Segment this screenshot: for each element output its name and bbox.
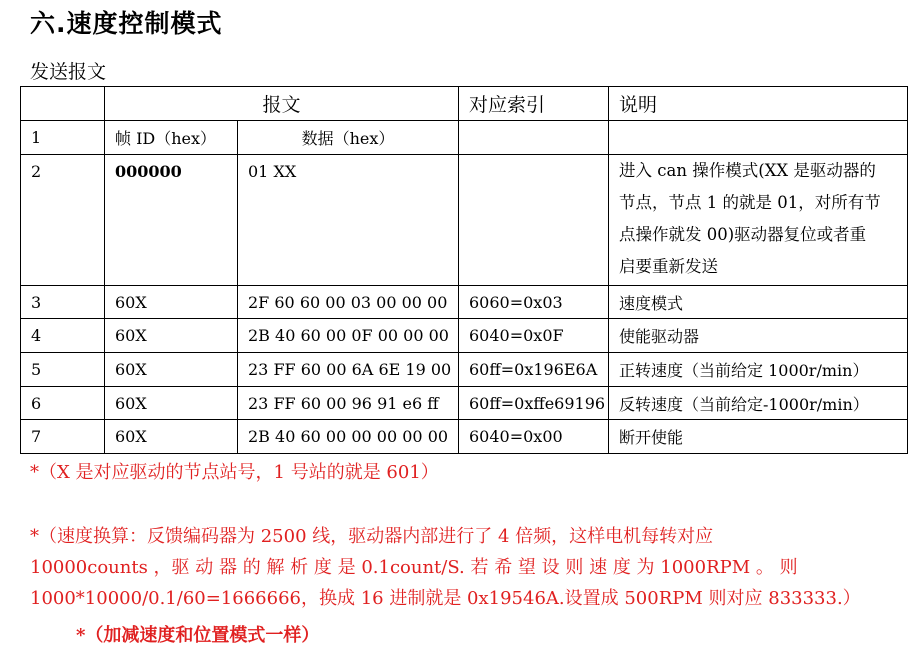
cell-index: 6040=0x00 [459, 420, 609, 454]
table-row [21, 286, 908, 319]
cell-index: 60ff=0xffe69196 [459, 387, 609, 420]
cell-frame-id: 60X [105, 353, 238, 387]
table-row [21, 353, 908, 387]
cell-data: 23 FF 60 00 96 91 e6 ff [238, 387, 459, 420]
header-cell-description: 说明 [609, 87, 908, 121]
cell-data-header: 数据（hex） [238, 121, 459, 155]
cell-frame-id-header: 帧 ID（hex） [105, 121, 238, 155]
header-cell-blank [21, 87, 105, 121]
table-subheader-row [21, 121, 908, 155]
cell-row-number: 7 [21, 420, 105, 454]
note-line: 1000*10000/0.1/60=1666666，换成 16 进制就是 0x19546A.设置成 500RPM 则对应 833333.） [30, 588, 861, 609]
cell-description [609, 121, 908, 155]
cell-row-number: 5 [21, 353, 105, 387]
cell-index [459, 155, 609, 286]
note-line: 10000counts ，驱 动 器 的 解 析 度 是 0.1count/S. 若 希 望 设 则 速 度 为 1000RPM 。 则 [30, 557, 798, 578]
cell-data: 2F 60 60 00 03 00 00 00 [238, 286, 459, 319]
table-row [21, 387, 908, 420]
cell-data: 23 FF 60 00 6A 6E 19 00 [238, 353, 459, 387]
cell-frame-id: 000000 [105, 155, 238, 286]
cell-row-number: 1 [21, 121, 105, 155]
header-cell-index: 对应索引 [459, 87, 609, 121]
cell-index: 6060=0x03 [459, 286, 609, 319]
cell-index [459, 121, 609, 155]
cell-data: 2B 40 60 00 0F 00 00 00 [238, 319, 459, 353]
note-accel-decel: *（加减速度和位置模式一样） [76, 625, 320, 646]
cell-index: 6040=0x0F [459, 319, 609, 353]
note-line: *（速度换算：反馈编码器为 2500 线，驱动器内部进行了 4 倍频，这样电机每转对应 [30, 526, 714, 547]
table-row [21, 319, 908, 353]
table-row [21, 420, 908, 454]
page-title: 六.速度控制模式 [30, 9, 223, 38]
cell-data: 2B 40 60 00 00 00 00 00 [238, 420, 459, 454]
section-subtitle: 发送报文 [30, 61, 107, 83]
cell-row-number: 2 [21, 155, 105, 286]
cell-frame-id: 60X [105, 387, 238, 420]
description-line: 节点，节点 1 的就是 01，对所有节 [619, 193, 881, 212]
cell-row-number: 4 [21, 319, 105, 353]
description-line: 启要重新发送 [619, 257, 718, 276]
cell-frame-id: 60X [105, 319, 238, 353]
cell-data: 01 XX [238, 155, 459, 286]
header-cell-message: 报文 [105, 87, 459, 121]
cell-description: 断开使能 [609, 420, 908, 454]
cell-frame-id: 60X [105, 286, 238, 319]
cell-description: 使能驱动器 [609, 319, 908, 353]
table-header-row [21, 87, 908, 121]
note-speed-conversion [30, 521, 896, 614]
cell-description: 正转速度（当前给定 1000r/min） [609, 353, 908, 387]
cell-description: 反转速度（当前给定-1000r/min） [609, 387, 908, 420]
table-row [21, 155, 908, 286]
cell-row-number: 3 [21, 286, 105, 319]
note-node-id: *（X 是对应驱动的节点站号，1 号站的就是 601） [30, 462, 439, 483]
message-table [20, 86, 908, 454]
description-line: 进入 can 操作模式(XX 是驱动器的 [619, 161, 876, 180]
cell-index: 60ff=0x196E6A [459, 353, 609, 387]
cell-frame-id: 60X [105, 420, 238, 454]
cell-description: 速度模式 [609, 286, 908, 319]
cell-description [609, 155, 908, 286]
description-line: 点操作就发 00)驱动器复位或者重 [619, 225, 867, 244]
cell-row-number: 6 [21, 387, 105, 420]
